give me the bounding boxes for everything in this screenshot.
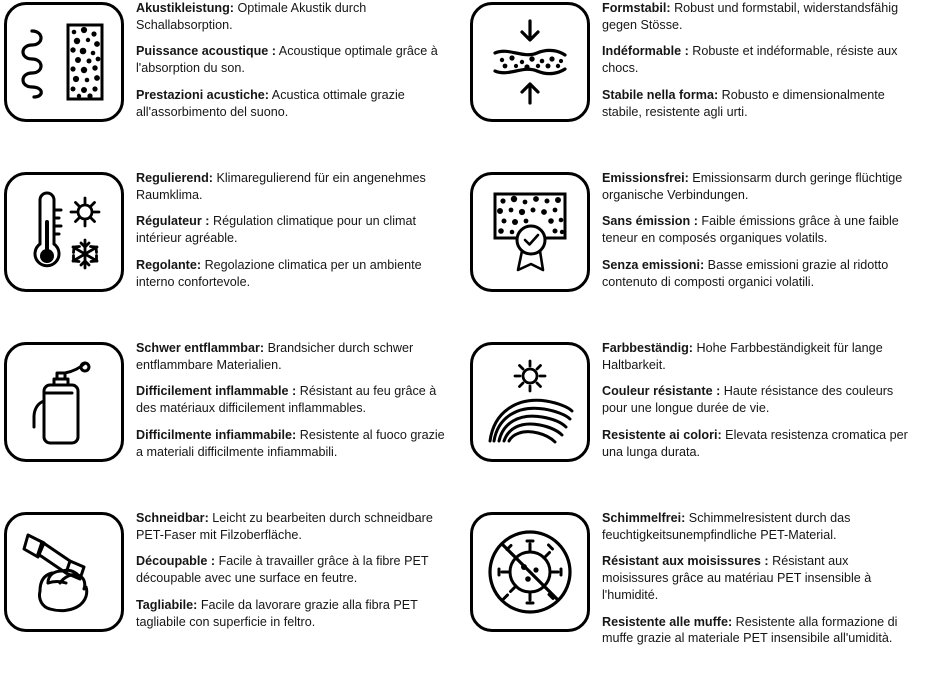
feature-term: Resistente ai colori:: [602, 427, 722, 442]
feature-desc: Robuste et indéformable, résiste aux chocs.: [602, 44, 898, 76]
feature-line-de: [136, 510, 448, 543]
feature-line-fr: [602, 43, 914, 76]
dimensional-stability-icon: [470, 2, 590, 122]
feature-term: Schimmelfrei:: [602, 511, 686, 525]
thermometer-sun-snowflake-icon: [4, 172, 124, 292]
feature-term: Difficilmente infiammabile:: [136, 427, 297, 442]
feature-line-de: [136, 170, 448, 203]
feature-term: Schneidbar:: [136, 511, 209, 525]
feature-desc: Acoustique optimale grâce à l'absorption du son.: [136, 44, 438, 76]
feature-term: Formstabil:: [602, 1, 671, 15]
feature-line-it: [136, 427, 448, 460]
feature-flame-retardant: [0, 340, 466, 510]
feature-low-emission: [466, 170, 936, 340]
feature-term: Akustikleistung:: [136, 1, 234, 15]
feature-desc: Resistente al fuoco grazie a materiali difficilmente infiammabili.: [136, 427, 445, 459]
feature-line-fr: [136, 383, 448, 416]
feature-line-de: [136, 340, 448, 373]
low-emission-seal-icon: [470, 172, 590, 292]
feature-desc: Resistente alla formazione di muffe grazie al materiale PET insensibile all'umidità.: [602, 614, 898, 646]
feature-line-de: [602, 170, 914, 203]
feature-text-block: [590, 170, 920, 290]
feature-line-it: [602, 614, 914, 647]
feature-line-de: [602, 0, 914, 33]
feature-term: Découpable :: [136, 554, 216, 569]
fire-extinguisher-icon: [4, 342, 124, 462]
feature-desc: Acustica ottimale grazie all'assorbimento del suono.: [136, 87, 405, 119]
feature-term: Emissionsfrei:: [602, 171, 689, 185]
feature-line-it: [602, 87, 914, 120]
feature-acoustic-performance: [0, 0, 466, 170]
feature-line-it: [136, 597, 448, 630]
feature-term: Puissance acoustique :: [136, 44, 276, 59]
feature-desc: Schimmelresistent durch das feuchtigkeitsunempfindliche PET-Material.: [602, 511, 851, 542]
feature-desc: Regolazione climatica per un ambiente interno confortevole.: [136, 257, 422, 289]
feature-line-de: [602, 340, 914, 373]
feature-colour-fastness: [466, 340, 936, 510]
feature-text-block: [590, 510, 920, 647]
feature-desc: Leicht zu bearbeiten durch schneidbare PET-Faser mit Filzoberfläche.: [136, 511, 433, 542]
feature-line-it: [602, 257, 914, 290]
feature-text-block: [124, 340, 454, 460]
feature-line-it: [136, 257, 448, 290]
sun-rainbow-colorfast-icon: [470, 342, 590, 462]
feature-desc: Haute résistance des couleurs pour une longue durée de vie.: [602, 384, 894, 416]
feature-desc: Klimaregulierend für ein angenehmes Raumklima.: [136, 171, 426, 202]
feature-term: Indéformable :: [602, 44, 689, 59]
acoustic-wave-icon: [4, 2, 124, 122]
hand-cutter-knife-icon: [4, 512, 124, 632]
feature-term: Difficilement inflammable :: [136, 384, 297, 399]
feature-desc: Régulation climatique pour un climat intérieur agréable.: [136, 214, 416, 246]
feature-term: Prestazioni acustiche:: [136, 87, 269, 102]
feature-desc: Facile da lavorare grazie alla fibra PET tagliabile con superficie in feltro.: [136, 597, 418, 629]
feature-line-it: [136, 87, 448, 120]
feature-desc: Emissionsarm durch geringe flüchtige organische Verbindungen.: [602, 171, 903, 202]
feature-easy-to-cut: [0, 510, 466, 680]
feature-text-block: [124, 170, 454, 290]
feature-mould-resistant: [466, 510, 936, 680]
feature-climate-regulating: [0, 170, 466, 340]
feature-line-de: [602, 510, 914, 543]
no-mould-virus-crossed-icon: [470, 512, 590, 632]
feature-line-it: [602, 427, 914, 460]
feature-line-fr: [602, 553, 914, 603]
feature-text-block: [590, 0, 920, 120]
feature-term: Résistant aux moisissures :: [602, 554, 769, 569]
feature-term: Sans émission :: [602, 214, 698, 229]
feature-line-fr: [136, 213, 448, 246]
feature-desc: Facile à travailler grâce à la fibre PET découpable avec une surface en feutre.: [136, 554, 429, 586]
feature-desc: Robusto e dimensionalmente stabile, resistente agli urti.: [602, 87, 885, 119]
feature-line-de: [136, 0, 448, 33]
feature-desc: Basse emissioni grazie al ridotto contenuto di composti organici volatili.: [602, 257, 889, 289]
feature-term: Régulateur :: [136, 214, 210, 229]
feature-text-block: [124, 510, 454, 630]
feature-desc: Résistant au feu grâce à des matériaux difficilement inflammables.: [136, 384, 437, 416]
feature-text-block: [124, 0, 454, 120]
feature-line-fr: [136, 553, 448, 586]
feature-term: Resistente alle muffe:: [602, 614, 733, 629]
feature-desc: Robust und formstabil, widerstandsfähig gegen Stösse.: [602, 1, 899, 32]
feature-text-block: [590, 340, 920, 460]
feature-desc: Optimale Akustik durch Schallabsorption.: [136, 1, 367, 32]
feature-desc: Brandsicher durch schwer entflammbare Materialien.: [136, 341, 414, 372]
feature-line-fr: [602, 213, 914, 246]
feature-desc: Elevata resistenza cromatica per una lunga durata.: [602, 427, 908, 459]
feature-term: Senza emissioni:: [602, 257, 705, 272]
feature-desc: Résistant aux moisissures grâce au matériau PET insensible à l'humidité.: [602, 554, 872, 602]
feature-term: Farbbeständig:: [602, 341, 693, 355]
feature-line-fr: [136, 43, 448, 76]
feature-term: Regulierend:: [136, 171, 213, 185]
feature-term: Tagliabile:: [136, 597, 198, 612]
feature-term: Couleur résistante :: [602, 384, 721, 399]
feature-term: Schwer entflammbar:: [136, 341, 265, 355]
feature-desc: Faible émissions grâce à une faible teneur en composés organiques volatils.: [602, 214, 899, 246]
feature-desc: Hohe Farbbeständigkeit für lange Haltbarkeit.: [602, 341, 883, 372]
feature-dimensional-stability: [466, 0, 936, 170]
feature-term: Regolante:: [136, 257, 202, 272]
feature-line-fr: [602, 383, 914, 416]
feature-term: Stabile nella forma:: [602, 87, 719, 102]
